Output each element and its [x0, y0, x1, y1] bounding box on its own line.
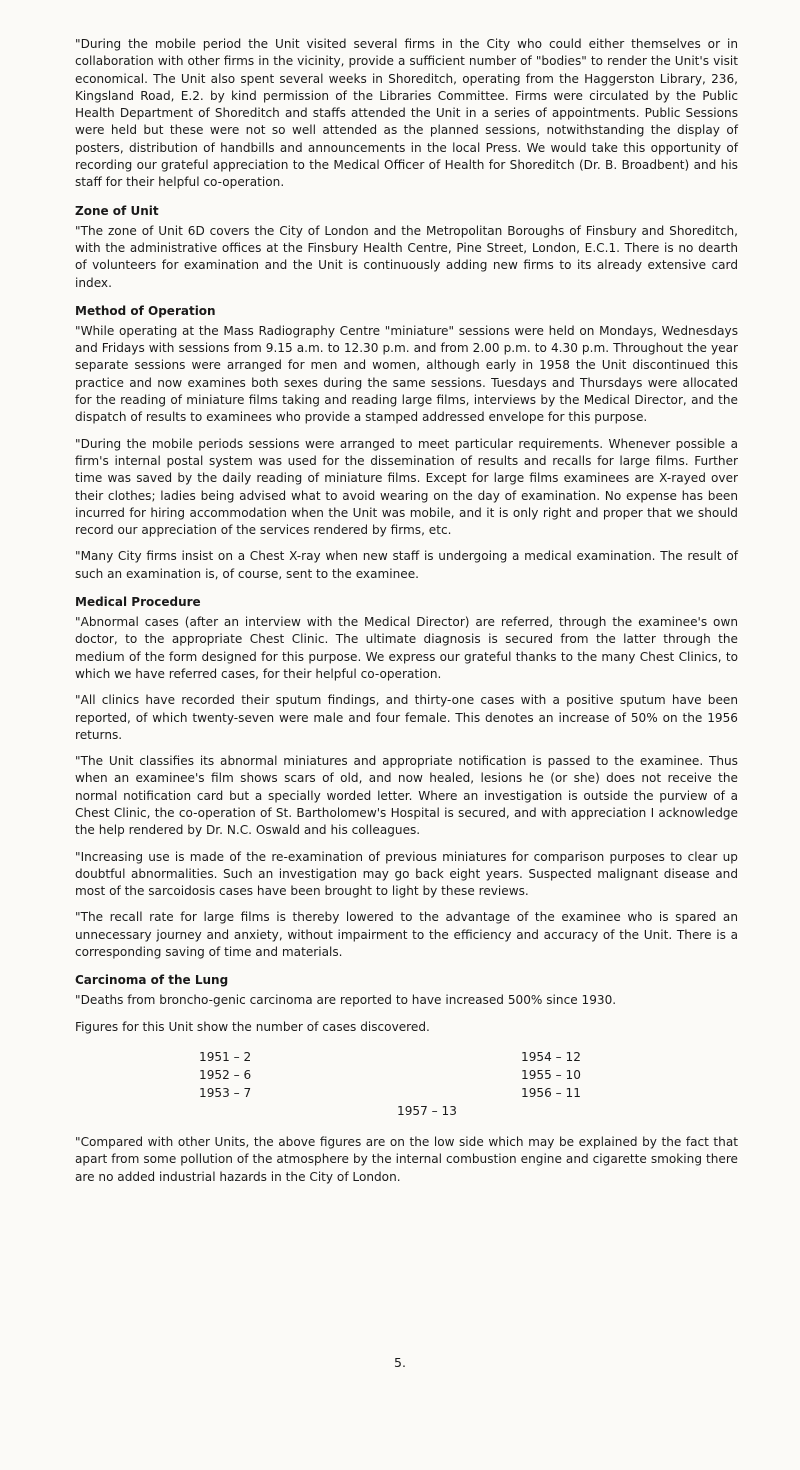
section-heading: Method of Operation — [75, 303, 216, 318]
report-body — [75, 36, 738, 1036]
cases-cell: 1951 – 2 — [199, 1049, 252, 1064]
paragraph: "The recall rate for large films is thereby lowered to the advantage of the examinee who is spared an unnecessary journey and anxiety, without impairment to the efficiency and accuracy of the Unit. There is a corresponding saving of time and materials. — [75, 910, 738, 960]
section-heading: Zone of Unit — [75, 203, 159, 218]
closing-paragraph: "Compared with other Units, the above figures are on the low side which may be explained by the fact that apart from some pollution of the atmosphere by the internal combustion engine and cigarette smoking there are no added industrial hazards in the City of London. — [75, 1134, 738, 1184]
paragraph: "The Unit classifies its abnormal miniatures and appropriate notification is passed to the examinee. Thus when an examinee's film shows scars of old, and now healed, lesions he (or she) does not receive the normal notification card but a specially worded letter. Where an investigation is outside the purview of a Chest Clinic, the co-operation of St. Bartholomew's Hospital is secured, and with appreciation I acknowledge the help rendered by Dr. N.C. Oswald and his colleagues. — [75, 754, 738, 838]
table-row — [75, 1084, 738, 1102]
cases-cell: 1953 – 7 — [199, 1085, 252, 1100]
cases-table — [75, 1048, 738, 1120]
paragraph: "Deaths from broncho-genic carcinoma are reported to have increased 500% since 1930. — [75, 993, 617, 1008]
table-row — [75, 1048, 738, 1066]
paragraph: "Abnormal cases (after an interview with the Medical Director) are referred, through the examinee's own doctor, to the appropriate Chest Clinic. The ultimate diagnosis is secured from the latter through the medium of the form designed for this purpose. We express our grateful thanks to the many Chest Clinics, to which we have referred cases, for their helpful co-operation. — [75, 615, 738, 681]
table-row — [75, 1102, 738, 1120]
section-heading: Medical Procedure — [75, 595, 201, 610]
paragraph: "The zone of Unit 6D covers the City of London and the Metropolitan Boroughs of Finsbury and Shoreditch, with the administrative offices at the Finsbury Health Centre, Pine Street, London, E.C.1. There is no dearth of volunteers for examination and the Unit is continuously adding new firms to its already extensive card index. — [75, 223, 738, 290]
section-heading: Carcinoma of the Lung — [75, 973, 229, 988]
paragraph: "During the mobile period the Unit visited several firms in the City who could either themselves or in collaboration with other firms in the vicinity, provide a sufficient number of "bodies" to render the Unit's visit economical. The Unit also spent several weeks in Shoreditch, operating from the Haggerston Library, 236, Kingsland Road, E.2. by kind permission of the Libraries Committee. Firms were circulated by the Public Health Department of Shoreditch and staffs attended the Unit in a series of appointments. Public Sessions were held but these were not so well attended as the planned sessions, notwithstanding the display of posters, distribution of handbills and announcements in the local Press. We would take this opportunity of recording our grateful appreciation to the Medical Officer of Health for Shoreditch (Dr. B. Broadbent) and his staff for their helpful co-operation. — [75, 37, 738, 190]
paragraph: "Increasing use is made of the re-examination of previous miniatures for comparison purposes to clear up doubtful abnormalities. Such an investigation may go back eight years. Suspected malignant disease and most of the sarcoidosis cases have been brought to light by these reviews. — [75, 849, 738, 899]
page-number: 5. — [394, 1355, 406, 1370]
cases-cell: 1954 – 12 — [521, 1049, 581, 1064]
paragraph: "All clinics have recorded their sputum findings, and thirty-one cases with a positive sputum have been reported, of which twenty-seven were male and four female. This denotes an increase of 50% on the 1956 returns. — [75, 693, 738, 742]
cases-cell: 1955 – 10 — [521, 1067, 581, 1082]
table-row — [75, 1066, 738, 1084]
paragraph: "Many City firms insist on a Chest X-ray when new staff is undergoing a medical examination. The result of such an examination is, of course, sent to the examinee. — [75, 549, 738, 581]
paragraph: Figures for this Unit show the number of cases discovered. — [75, 1019, 430, 1034]
paragraph: "While operating at the Mass Radiography Centre "miniature" sessions were held on Mondays, Wednesdays and Fridays with sessions from 9.15 a.m. to 12.30 p.m. and from 2.00 p.m. to 4.30 p.m. Throughout the year separate sessions were arranged for men and women, although early in 1958 the Unit discontinued this practice and now examines both sexes during the same sessions. Tuesdays and Thursdays were allocated for the reading of miniature films taking and reading large films, interviews by the Medical Director, and the dispatch of results to examinees who provide a stamped addressed envelope for this purpose. — [75, 323, 738, 425]
cases-cell: 1956 – 11 — [521, 1085, 581, 1100]
cases-cell: 1957 – 13 — [397, 1103, 457, 1118]
cases-cell: 1952 – 6 — [199, 1067, 252, 1082]
paragraph: "During the mobile periods sessions were arranged to meet particular requirements. Whenever possible a firm's internal postal system was used for the dissemination of results and recalls for large films. Further time was saved by the daily reading of miniature films. Except for large films examinees are X-rayed over their clothes; ladies being advised what to avoid wearing on the day of examination. No expense has been incurred for hiring accommodation when the Unit was mobile, and it is only right and proper that we should record our appreciation of the services rendered by firms, etc. — [75, 436, 738, 538]
